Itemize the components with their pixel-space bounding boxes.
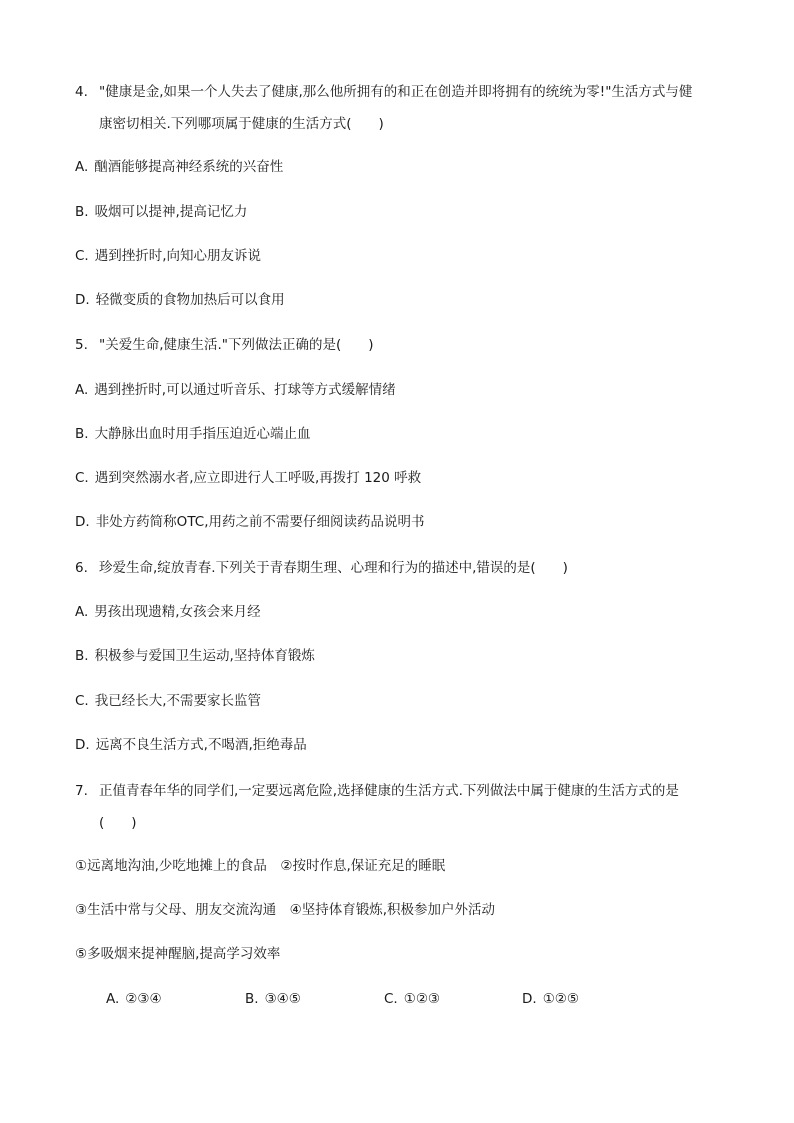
question-5-option-d: D. 非处方药简称OTC,用药之前不需要仔细阅读药品说明书 xyxy=(75,514,425,530)
question-6-number: 6. xyxy=(75,560,88,576)
question-7-statement-1: ①远离地沟油,少吃地摊上的食品 ②按时作息,保证充足的睡眠 xyxy=(75,858,446,874)
question-7-choice-d: D. ①②⑤ xyxy=(522,991,579,1007)
question-4-option-d: D. 轻微变质的食物加热后可以食用 xyxy=(75,292,285,308)
question-7-stem-text: 正值青春年华的同学们,一定要远离危险,选择健康的生活方式.下列做法中属于健康的生活方式的是 xyxy=(99,783,679,799)
question-6-option-b: B. 积极参与爱国卫生运动,坚持体育锻炼 xyxy=(75,648,315,664)
question-5-option-a: A. 遇到挫折时,可以通过听音乐、打球等方式缓解情绪 xyxy=(75,382,396,398)
question-7-choice-a: A. ②③④ xyxy=(106,991,162,1007)
question-7-choice-c: C. ①②③ xyxy=(384,991,441,1007)
question-4-number: 4. xyxy=(75,84,88,100)
question-7-statement-3: ⑤多吸烟来提神醒脑,提高学习效率 xyxy=(75,946,281,962)
question-6-stem-line1 xyxy=(75,559,568,577)
question-5-stem-line1 xyxy=(75,336,374,354)
question-5-option-c: C. 遇到突然溺水者,应立即进行人工呼吸,再拨打 120 呼救 xyxy=(75,470,422,486)
question-7-number: 7. xyxy=(75,783,88,799)
question-4-option-a: A. 酗酒能够提高神经系统的兴奋性 xyxy=(75,159,284,175)
question-5-number: 5. xyxy=(75,337,88,353)
question-4-stem-line1 xyxy=(75,83,692,101)
question-7-choices xyxy=(106,990,666,1010)
question-6-option-a: A. 男孩出现遗精,女孩会来月经 xyxy=(75,604,261,620)
question-7-choice-b: B. ③④⑤ xyxy=(245,991,301,1007)
question-4-option-b: B. 吸烟可以提神,提高记忆力 xyxy=(75,204,248,220)
question-7-stem-line2: ( ) xyxy=(99,815,137,831)
question-7-stem-line1 xyxy=(75,782,679,800)
question-5-option-b: B. 大静脉出血时用手指压迫近心端止血 xyxy=(75,426,311,442)
question-4-stem-text: "健康是金,如果一个人失去了健康,那么他所拥有的和正在创造并即将拥有的统统为零!"生活方式与健 xyxy=(99,84,693,100)
question-6-option-c: C. 我已经长大,不需要家长监管 xyxy=(75,693,262,709)
question-4-option-c: C. 遇到挫折时,向知心朋友诉说 xyxy=(75,248,262,264)
question-6-option-d: D. 远离不良生活方式,不喝酒,拒绝毒品 xyxy=(75,737,307,753)
question-4-stem-line2: 康密切相关.下列哪项属于健康的生活方式( ) xyxy=(99,116,384,132)
question-7-statement-2: ③生活中常与父母、朋友交流沟通 ④坚持体育锻炼,积极参加户外活动 xyxy=(75,902,495,918)
question-6-stem-text: 珍爱生命,绽放青春.下列关于青春期生理、心理和行为的描述中,错误的是( ) xyxy=(99,560,568,576)
question-5-stem-text: "关爱生命,健康生活."下列做法正确的是( ) xyxy=(99,337,374,353)
